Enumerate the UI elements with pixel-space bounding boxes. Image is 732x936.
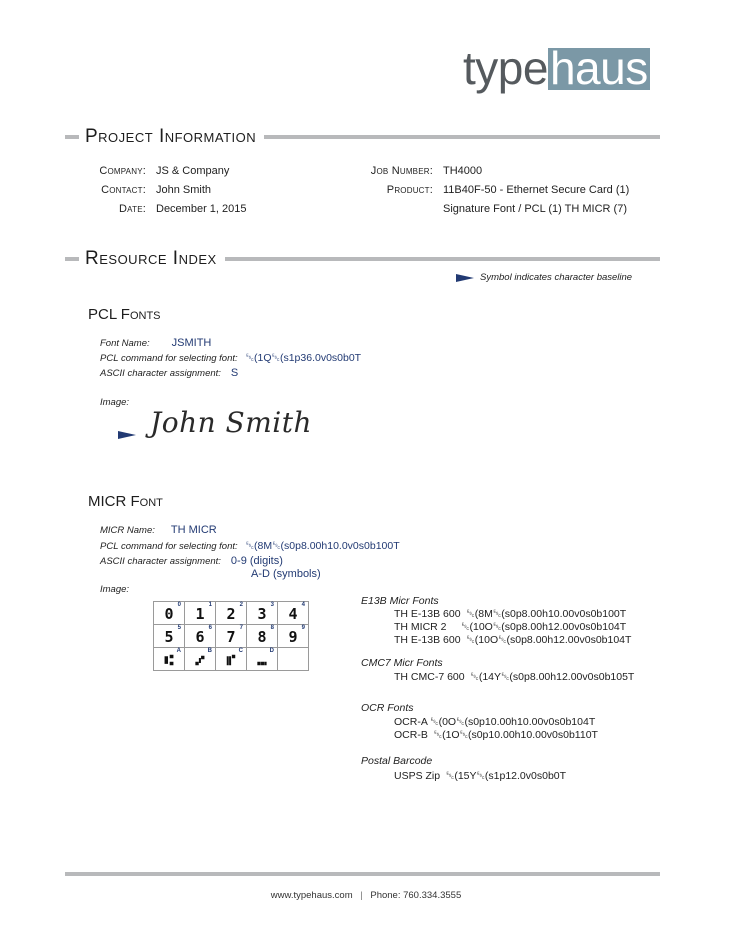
grid-cell: A ⑆ (154, 648, 185, 671)
date-value: December 1, 2015 (156, 203, 247, 215)
grid-cell: 0 0 (154, 602, 185, 625)
company-value: JS & Company (156, 165, 230, 177)
grid-cell: D ⑉ (247, 648, 278, 671)
footer-separator: | (360, 890, 363, 901)
font-entry: TH MICR 2 ␛(10O␛(s0p8.00h12.00v0s0b104T (394, 621, 627, 633)
product-label: Product: (386, 184, 433, 196)
typehaus-logo (463, 42, 650, 94)
font-entry: TH CMC-7 600 ␛(14Y␛(s0p8.00h12.00v0s0b105T (394, 671, 635, 683)
company-label: Company: (99, 165, 146, 177)
section-title: Project Information (85, 126, 257, 147)
ascii-label: ASCII character assignment: (100, 368, 221, 379)
divider (264, 135, 660, 139)
baseline-legend (456, 272, 632, 283)
micr-name-row (100, 524, 217, 536)
postal-heading: Postal Barcode (361, 755, 433, 767)
logo-haus: haus (549, 42, 648, 94)
font-name-label: Font Name: (100, 338, 150, 349)
footer (0, 890, 732, 901)
divider (65, 135, 79, 139)
baseline-arrow-icon (118, 431, 136, 439)
micr-ascii-label: ASCII character assignment: (100, 556, 221, 567)
grid-row (154, 602, 309, 625)
micr-command-label: PCL command for selecting font: (100, 541, 238, 552)
legend-text: Symbol indicates character baseline (480, 272, 633, 283)
micr-character-grid (153, 601, 309, 671)
font-entry: TH E-13B 600 ␛(8M␛(s0p8.00h10.00v0s0b100T (394, 608, 627, 620)
micr-image-label: Image: (100, 584, 130, 595)
grid-cell: 6 6 (185, 625, 216, 648)
micr-command-row (100, 540, 400, 553)
grid-cell (278, 648, 309, 671)
micr-name-value: TH MICR (170, 524, 217, 536)
font-entry: USPS Zip ␛(15Y␛(s1p12.0v0s0b0T (394, 770, 567, 782)
micr-ascii-symbols: A-D (symbols) (251, 568, 321, 580)
font-name-row (100, 337, 211, 349)
divider (225, 257, 660, 261)
divider (65, 257, 79, 261)
resource-index-heading (65, 248, 660, 270)
font-entry: TH E-13B 600 ␛(10O␛(s0p8.00h12.00v0s0b104T (394, 634, 632, 646)
grid-cell: 7 7 (216, 625, 247, 648)
micr-name-label: MICR Name: (100, 525, 155, 536)
ocr-heading: OCR Fonts (361, 702, 414, 714)
ascii-row (100, 367, 238, 379)
company-row (76, 165, 229, 177)
grid-cell: 4 4 (278, 602, 309, 625)
footer-divider (65, 872, 660, 876)
micr-ascii-digits: 0-9 (digits) (230, 555, 283, 567)
signature-image: John Smith (150, 406, 313, 439)
product-row (353, 184, 629, 196)
grid-cell: 3 3 (247, 602, 278, 625)
grid-cell: 1 1 (185, 602, 216, 625)
e13b-heading: E13B Micr Fonts (361, 595, 439, 607)
grid-cell: 2 2 (216, 602, 247, 625)
grid-cell: B ⑇ (185, 648, 216, 671)
date-label: Date: (119, 203, 146, 215)
job-number-row (353, 165, 482, 177)
product-value: 11B40F-50 - Ethernet Secure Card (1) (443, 184, 630, 196)
pcl-command-label: PCL command for selecting font: (100, 353, 238, 364)
grid-row (154, 648, 309, 671)
job-number-value: TH4000 (443, 165, 483, 177)
section-title: Resource Index (85, 248, 217, 269)
product-value-2: Signature Font / PCL (1) TH MICR (7) (443, 203, 627, 215)
contact-value: John Smith (156, 184, 212, 196)
micr-command-value: ␛(8M␛(s0p8.00h10.0v0s0b100T (245, 540, 400, 552)
job-number-label: Job Number: (370, 165, 433, 177)
micr-font-heading: MICR Font (88, 493, 163, 510)
grid-cell: 8 8 (247, 625, 278, 648)
phone-number: Phone: 760.334.3555 (370, 890, 462, 901)
grid-cell: 9 9 (278, 625, 309, 648)
date-row (76, 203, 247, 215)
pcl-command-row (100, 352, 361, 365)
pcl-command-value: ␛(1Q␛(s1p36.0v0s0b0T (245, 352, 362, 364)
micr-ascii-row (100, 555, 283, 567)
baseline-arrow-icon (456, 274, 474, 282)
contact-label: Contact: (101, 184, 146, 196)
logo-type: type (463, 42, 548, 94)
contact-row (76, 184, 211, 196)
font-entry: OCR-A ␛(0O␛(s0p10.00h10.00v0s0b104T (394, 716, 596, 728)
grid-cell: C ⑈ (216, 648, 247, 671)
grid-row (154, 625, 309, 648)
font-entry: OCR-B ␛(1O␛(s0p10.00h10.00v0s0b110T (394, 729, 598, 741)
grid-cell: 5 5 (154, 625, 185, 648)
font-name-value: JSMITH (171, 337, 212, 349)
cmc7-heading: CMC7 Micr Fonts (361, 657, 443, 669)
ascii-value: S (230, 367, 239, 379)
pcl-fonts-heading: PCL Fonts (88, 306, 161, 323)
image-label: Image: (100, 397, 130, 408)
project-info-heading (65, 126, 660, 148)
website-link[interactable]: www.typehaus.com (270, 890, 353, 901)
product-row-2 (353, 203, 627, 215)
